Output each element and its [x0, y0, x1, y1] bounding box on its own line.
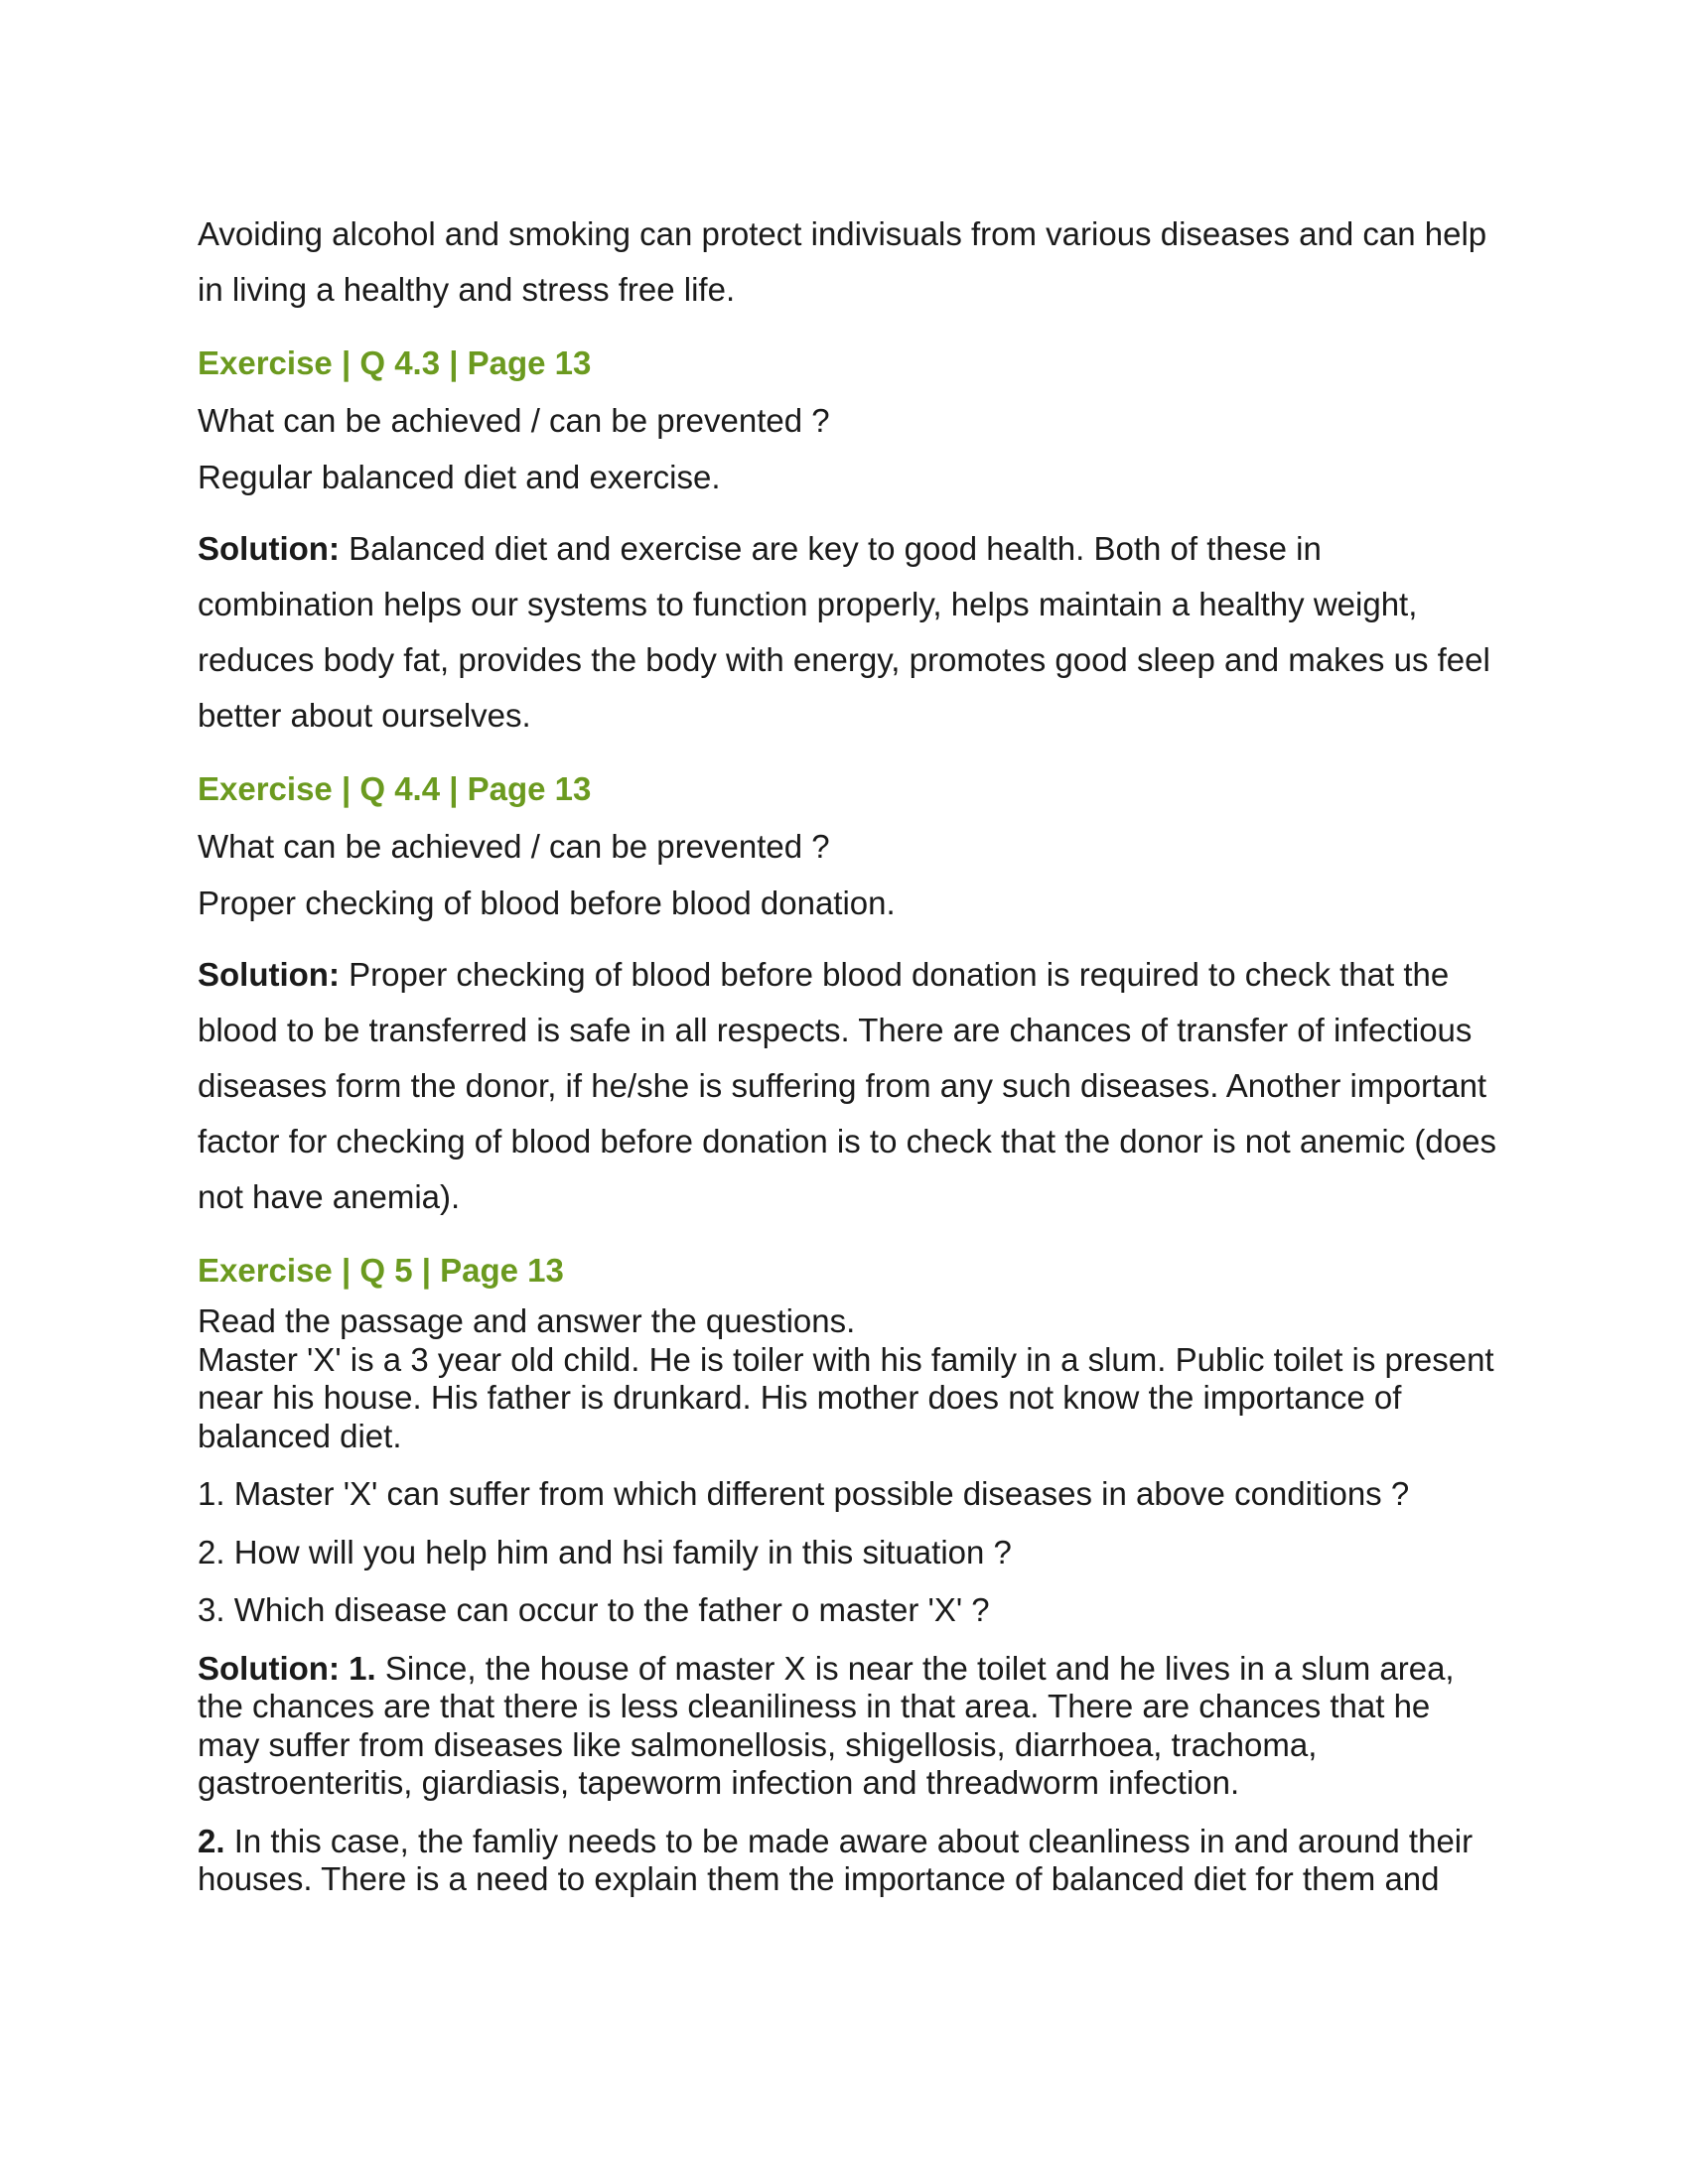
answer-1-text: Since, the house of master X is near the toilet and he lives in a slum area, the chances are that there is less cleaniliness in that area. There are chances that he may suffer from diseases like salmonellosis, shigellosis, diarrhoea, trachoma, gastroenteritis, giardiasis, tapeworm infection and threadworm infection.	[198, 1649, 1455, 1801]
solution-text: Balanced diet and exercise are key to good health. Both of these in combination helps our systems to function properly, helps maintain a healthy weight, reduces body fat, provides the body with energy, promotes good sleep and makes us feel better about ourselves.	[198, 530, 1490, 734]
exercise-heading-q4-3: Exercise | Q 4.3 | Page 13	[198, 344, 592, 381]
solution-label: Solution:	[198, 956, 340, 993]
sub-question-3: 3. Which disease can occur to the father o master 'X' ?	[198, 1591, 990, 1628]
passage-text: Master 'X' is a 3 year old child. He is toiler with his family in a slum. Public toilet is present near his house. His father is drunkard. His mother does not know the importance of balanced diet.	[198, 1340, 1494, 1454]
question-statement: Proper checking of blood before blood donation.	[198, 885, 896, 921]
exercise-heading-q5: Exercise | Q 5 | Page 13	[198, 1252, 564, 1289]
question-text: What can be achieved / can be prevented ?	[198, 828, 830, 865]
answer-1-paragraph	[198, 1650, 1498, 1803]
solution-label: Solution:	[198, 1649, 340, 1687]
document-page	[198, 206, 1498, 1899]
answer-1-label: 1.	[339, 1649, 376, 1687]
solution-paragraph	[198, 947, 1498, 1225]
question-text: What can be achieved / can be prevented ?	[198, 402, 830, 439]
solution-label: Solution:	[198, 530, 340, 567]
passage-intro: Read the passage and answer the questions.	[198, 1302, 856, 1339]
solution-text: Proper checking of blood before blood donation is required to check that the blood to be transferred is safe in all respects. There are chances of transfer of infectious diseases form the donor, if he/she is suffering from any such diseases. Another important factor for checking of blood before donation is to check that the donor is not anemic (does not have anemia).	[198, 956, 1496, 1215]
sub-question-2: 2. How will you help him and hsi family in this situation ?	[198, 1533, 1012, 1570]
intro-paragraph: Avoiding alcohol and smoking can protect indivisuals from various diseases and can help in living a healthy and stress free life.	[198, 215, 1487, 308]
question-statement: Regular balanced diet and exercise.	[198, 459, 721, 495]
solution-paragraph	[198, 521, 1498, 744]
exercise-heading-q4-4: Exercise | Q 4.4 | Page 13	[198, 770, 592, 807]
sub-question-1: 1. Master 'X' can suffer from which different possible diseases in above conditions ?	[198, 1475, 1410, 1512]
answer-2-text: In this case, the famliy needs to be made aware about cleanliness in and around their houses. There is a need to explain them the importance of balanced diet for them and	[198, 1822, 1474, 1897]
answer-2-label: 2.	[198, 1822, 225, 1859]
answer-2-paragraph	[198, 1823, 1498, 1899]
